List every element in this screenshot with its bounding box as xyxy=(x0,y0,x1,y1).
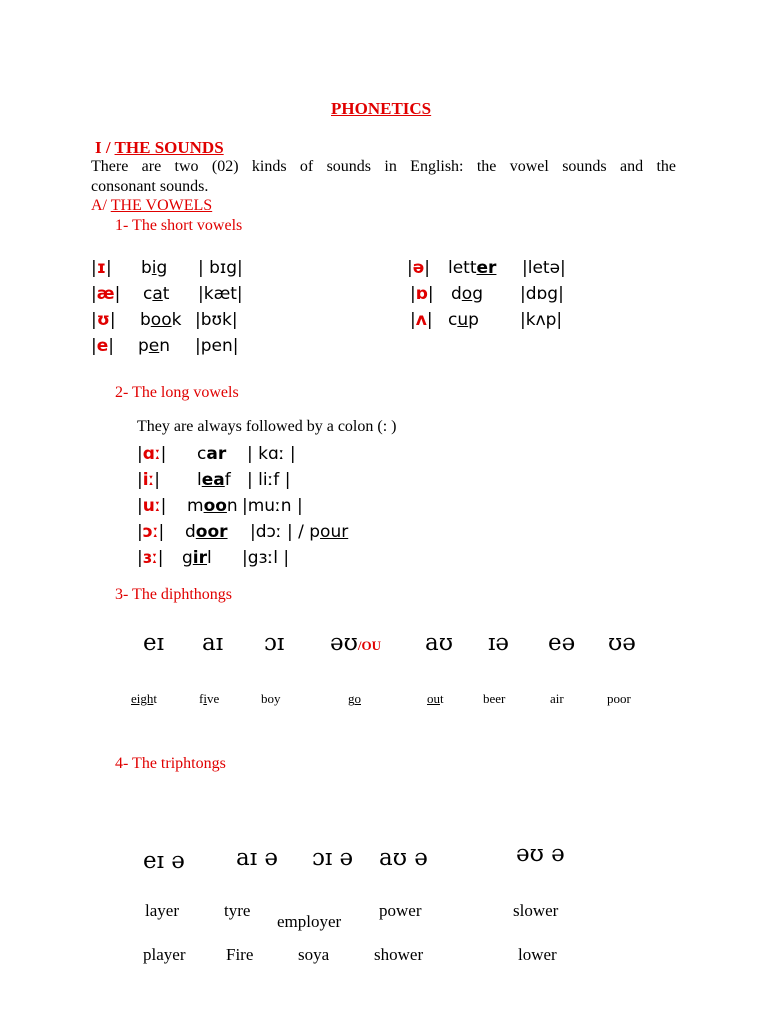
triphthong-symbol: eɪ ə xyxy=(143,848,185,874)
diphthong-symbol: eə xyxy=(548,630,576,656)
section-label: THE SOUNDS xyxy=(114,138,224,157)
long-vowels-note: They are always followed by a colon (: ) xyxy=(137,418,397,435)
short-vowel-row: |ɒ| dog |dɒg| xyxy=(410,284,564,304)
short-vowel-row: |ɪ| big | bɪg| xyxy=(91,258,243,278)
short-vowel-row: |e| pen |pen| xyxy=(91,336,239,356)
triphthong-example: player xyxy=(143,945,186,964)
section-number: I / xyxy=(95,138,115,157)
triphthong-example: power xyxy=(379,901,422,920)
triphthong-example: employer xyxy=(277,912,342,931)
triphthong-example: tyre xyxy=(224,901,251,920)
short-vowel-row: |ʊ| book |bʊk| xyxy=(91,310,238,330)
long-vowel-row: |ɜː| girl |gɜːl | xyxy=(137,548,290,568)
diphthong-example: go xyxy=(348,691,361,706)
triphthong-example: slower xyxy=(513,901,559,920)
triphthong-example: lower xyxy=(518,945,557,964)
diphthongs-heading: 3- The diphthongs xyxy=(115,586,233,603)
diphthong-symbol: aʊ xyxy=(425,630,453,656)
diphthong-example: eight xyxy=(131,691,158,706)
short-vowel-row: |ʌ| cup |kʌp| xyxy=(410,310,563,330)
triphthong-symbol: aɪ ə xyxy=(236,845,278,871)
triphthong-example: layer xyxy=(145,901,179,920)
diphthong-example: boy xyxy=(261,691,281,706)
triphthongs-heading: 4- The triphtongs xyxy=(115,755,226,772)
part-a-prefix: A/ xyxy=(91,197,111,214)
diphthong-symbol: ɔɪ xyxy=(264,630,285,656)
long-vowels-heading: 2- The long vowels xyxy=(115,384,239,401)
triphthong-example: soya xyxy=(298,945,330,964)
diphthong-symbol: ɪə xyxy=(488,630,509,656)
diphthong-symbol: əʊ/OU xyxy=(330,630,381,656)
diphthong-example: out xyxy=(427,691,444,706)
long-vowel-row: |ɑː| car | kɑː | xyxy=(137,444,296,464)
triphthong-symbol: aʊ ə xyxy=(379,845,428,871)
part-a-label: THE VOWELS xyxy=(110,197,213,214)
long-vowel-row: |ɔː| door |dɔː | / pour xyxy=(137,522,349,542)
long-vowel-row: |iː| leaf | liːf | xyxy=(137,470,291,490)
short-vowel-row: |ə| letter |letə| xyxy=(407,258,566,278)
long-vowel-row: |uː| moon |muːn | xyxy=(137,496,303,516)
short-vowels-heading: 1- The short vowels xyxy=(115,217,243,234)
intro-line-2: consonant sounds. xyxy=(91,178,209,195)
triphthong-example: Fire xyxy=(226,945,254,964)
diphthong-example: beer xyxy=(483,691,506,706)
triphthong-symbol: ɔɪ ə xyxy=(312,845,354,871)
diphthong-symbol: ʊə xyxy=(608,630,636,656)
diphthong-example: poor xyxy=(607,691,631,706)
intro-line-1: There are two (02) kinds of sounds in English: the vowel sounds and the xyxy=(91,158,676,175)
diphthong-symbol: aɪ xyxy=(202,630,224,656)
triphthong-example: shower xyxy=(374,945,424,964)
section-heading xyxy=(95,138,224,158)
page-title: PHONETICS xyxy=(331,99,432,118)
triphthong-symbol: əʊ ə xyxy=(516,841,565,867)
diphthong-example: air xyxy=(550,691,564,706)
part-a-heading xyxy=(91,197,212,215)
diphthong-example: five xyxy=(199,691,220,706)
short-vowel-row: |æ| cat |kæt| xyxy=(91,284,243,304)
diphthong-symbol: eɪ xyxy=(143,630,164,656)
